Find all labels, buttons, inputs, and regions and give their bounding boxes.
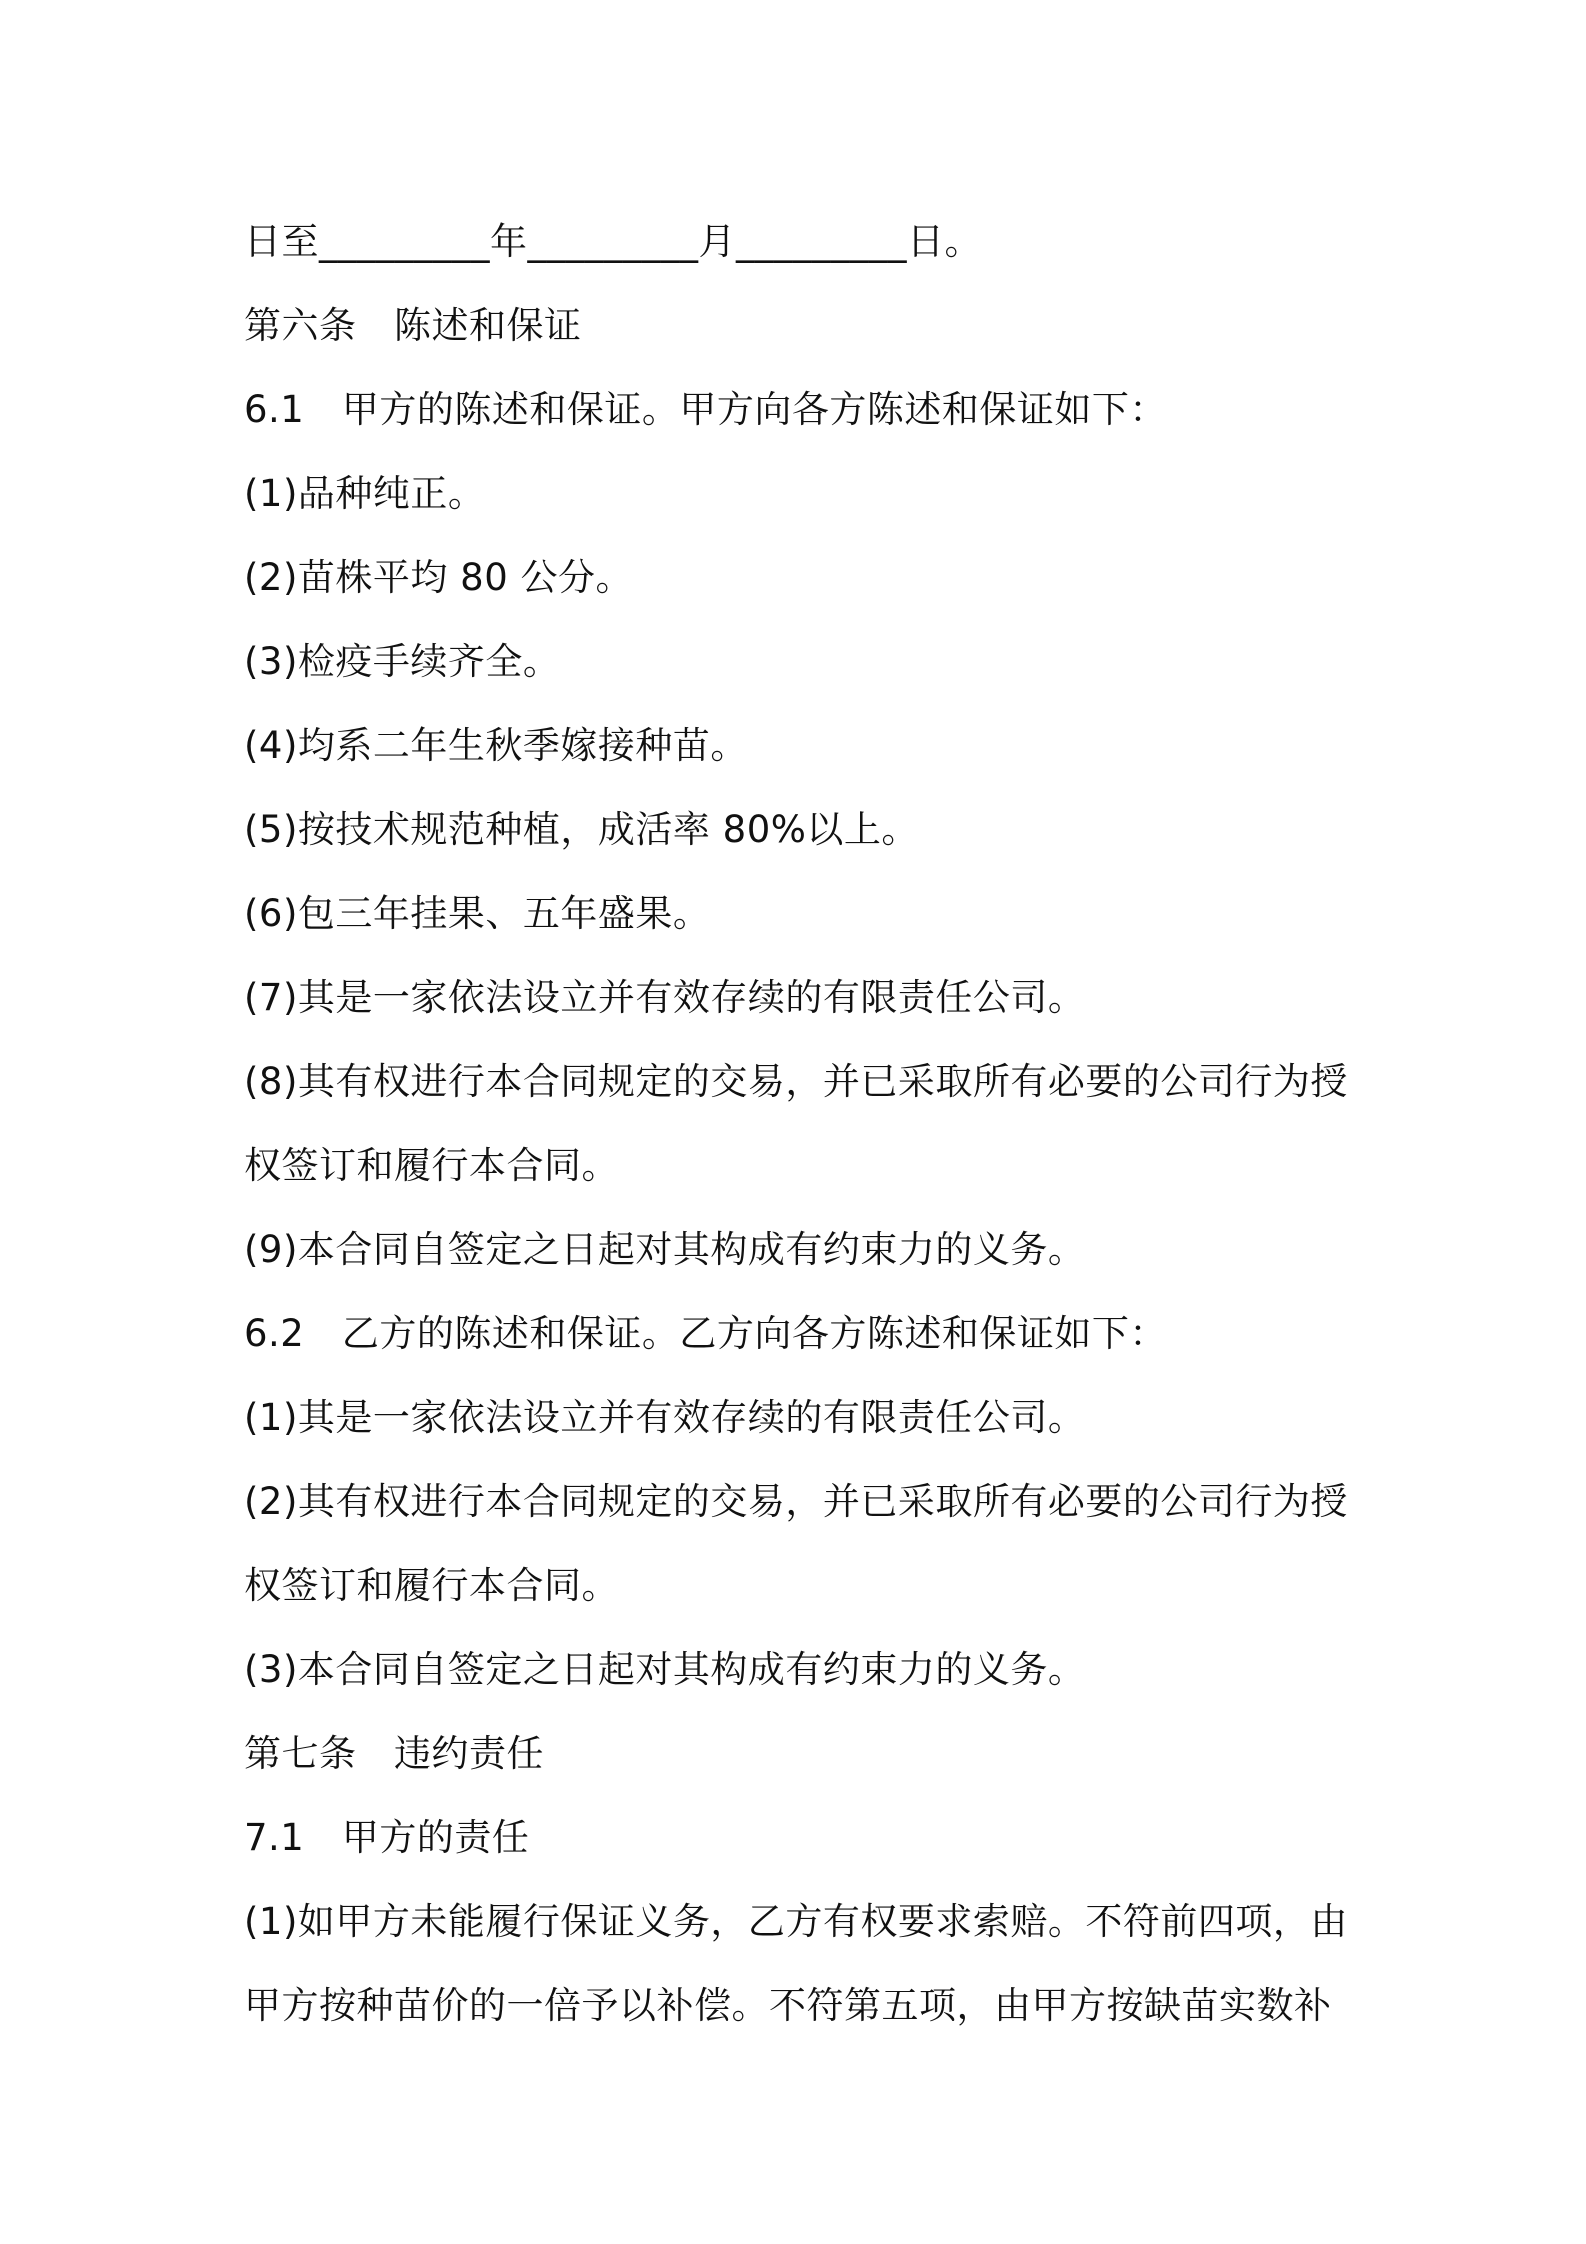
list-item: (2)苗株平均 80 公分。 <box>244 556 634 599</box>
list-item: (4)均系二年生秋季嫁接种苗。 <box>244 724 748 767</box>
section-heading-article-7: 第七条 违约责任 <box>244 1732 544 1775</box>
list-item: (1)其是一家依法设立并有效存续的有限责任公司。 <box>244 1396 1086 1439</box>
document-body <box>244 200 1364 2048</box>
list-item: (1)如甲方未能履行保证义务，乙方有权要求索赔。不符前四项，由 <box>244 1900 1348 1943</box>
list-item: (5)按技术规范种植，成活率 80%以上。 <box>244 808 919 851</box>
list-item: (1)品种纯正。 <box>244 472 486 515</box>
clause-6-1: 6.1 甲方的陈述和保证。甲方向各方陈述和保证如下： <box>244 388 1167 431</box>
list-item-continuation: 权签订和履行本合同。 <box>244 1564 619 1607</box>
text-line-date-range: 日至_________年_________月_________日。 <box>244 220 982 263</box>
list-item: (9)本合同自签定之日起对其构成有约束力的义务。 <box>244 1228 1086 1271</box>
list-item: (3)检疫手续齐全。 <box>244 640 561 683</box>
list-item: (2)其有权进行本合同规定的交易，并已采取所有必要的公司行为授 <box>244 1480 1348 1523</box>
list-item-continuation: 甲方按种苗价的一倍予以补偿。不符第五项，由甲方按缺苗实数补 <box>244 1984 1332 2027</box>
list-item: (6)包三年挂果、五年盛果。 <box>244 892 711 935</box>
list-item: (7)其是一家依法设立并有效存续的有限责任公司。 <box>244 976 1086 1019</box>
clause-7-1: 7.1 甲方的责任 <box>244 1816 530 1859</box>
list-item-continuation: 权签订和履行本合同。 <box>244 1144 619 1187</box>
clause-6-2: 6.2 乙方的陈述和保证。乙方向各方陈述和保证如下： <box>244 1312 1167 1355</box>
list-item: (8)其有权进行本合同规定的交易，并已采取所有必要的公司行为授 <box>244 1060 1348 1103</box>
section-heading-article-6: 第六条 陈述和保证 <box>244 304 582 347</box>
list-item: (3)本合同自签定之日起对其构成有约束力的义务。 <box>244 1648 1086 1691</box>
